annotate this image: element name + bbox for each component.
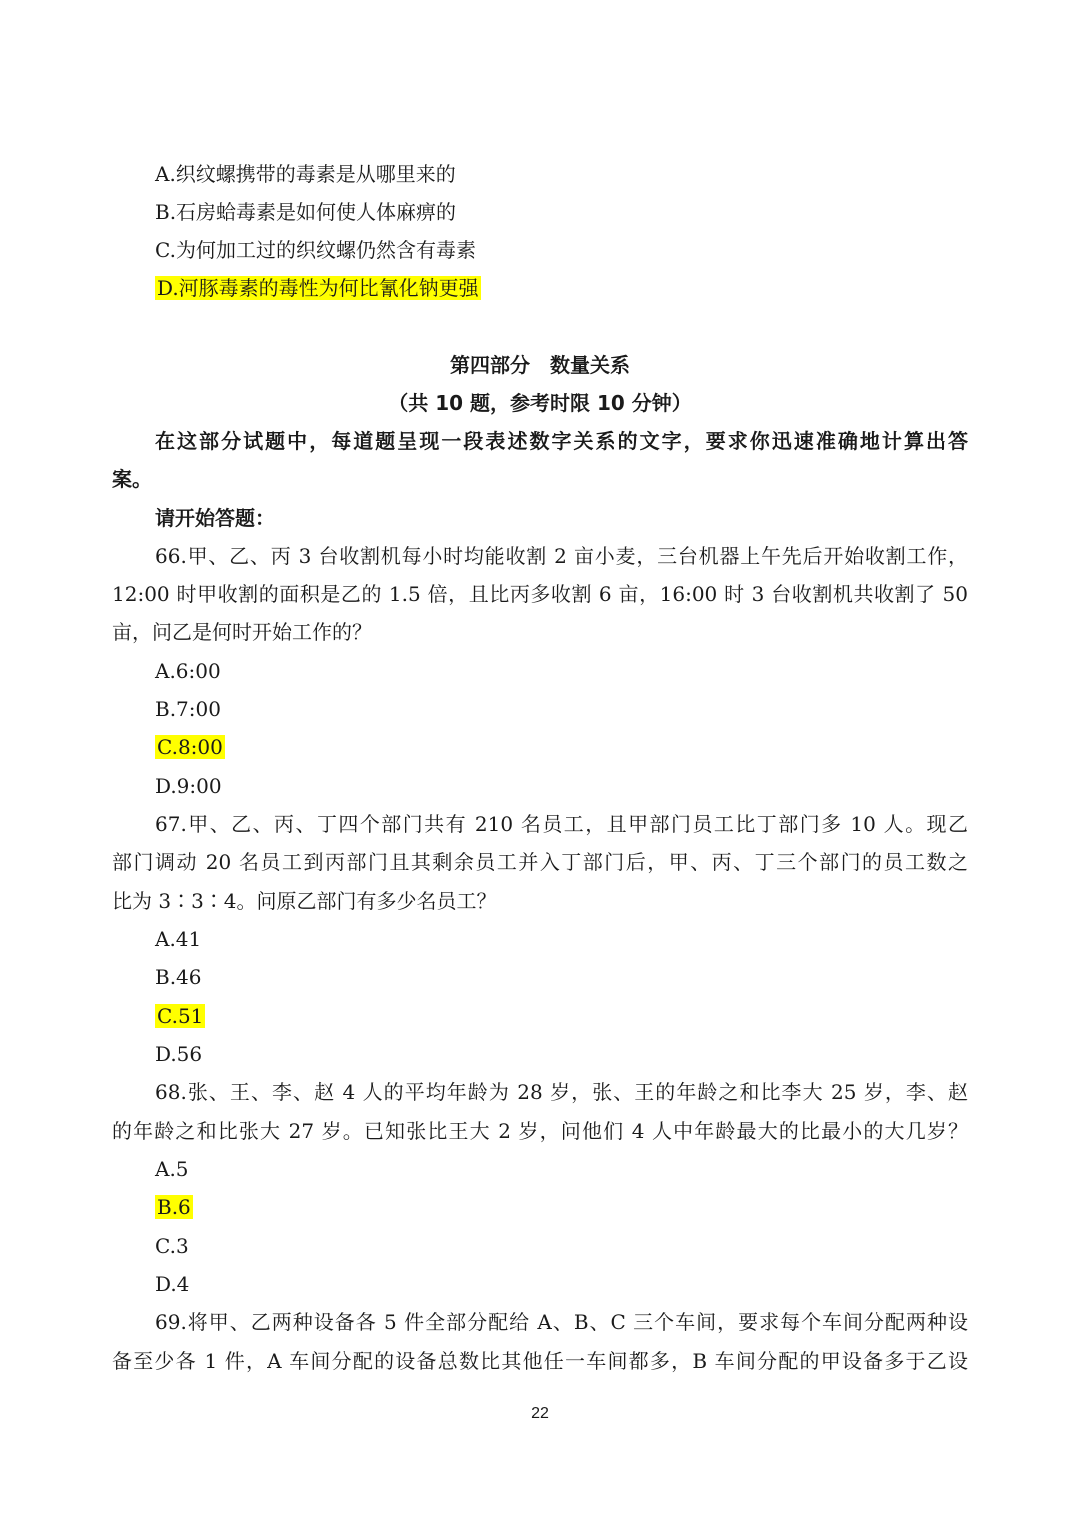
q66-option-c — [155, 728, 225, 766]
q67-option-a: A.41 — [155, 927, 202, 951]
q65-option-b: B.石房蛤毒素是如何使人体麻痹的 — [155, 200, 457, 224]
answer-highlight: C.51 — [157, 1004, 204, 1028]
q67-option-b: B.46 — [155, 965, 202, 989]
q65-option-c: C.为何加工过的织纹螺仍然含有毒素 — [155, 238, 476, 262]
answer-highlight: D.河豚毒素的毒性为何比氰化钠更强 — [157, 276, 479, 300]
q66-stem-line3: 亩，问乙是何时开始工作的？ — [112, 620, 372, 644]
page-number: 22 — [531, 1405, 549, 1422]
q66-stem-line1: 66.甲、乙、丙 3 台收割机每小时均能收割 2 亩小麦，三台机器上午先后开始收割工作， — [155, 544, 968, 568]
q65-option-d — [155, 269, 481, 307]
q68-stem-line1: 68.张、王、李、赵 4 人的平均年龄为 28 岁，张、王的年龄之和比李大 25 岁，李、赵 — [155, 1080, 968, 1104]
q66-option-d: D.9:00 — [155, 774, 222, 798]
q66-option-a: A.6:00 — [155, 659, 221, 683]
q67-stem-line1: 67.甲、乙、丙、丁四个部门共有 210 名员工，且甲部门员工比丁部门多 10 人。现乙 — [155, 812, 968, 836]
q66-option-b: B.7:00 — [155, 697, 221, 721]
q67-stem-line3: 比为 3∶3∶4。问原乙部门有多少名员工？ — [112, 889, 497, 913]
q67-stem-line2: 部门调动 20 名员工到丙部门且其剩余员工并入丁部门后，甲、丙、丁三个部门的员工数之 — [112, 850, 968, 874]
q68-option-a: A.5 — [155, 1157, 189, 1181]
q67-option-c — [155, 997, 205, 1035]
section-subtitle: （共 10 题，参考时限 10 分钟） — [388, 391, 692, 415]
section-title: 第四部分 数量关系 — [450, 353, 630, 377]
q69-stem-line2: 备至少各 1 件，A 车间分配的设备总数比其他任一车间都多，B 车间分配的甲设备多于乙设 — [112, 1349, 968, 1373]
q65-option-a: A.织纹螺携带的毒素是从哪里来的 — [155, 162, 456, 186]
q68-option-c: C.3 — [155, 1234, 189, 1258]
q66-stem-line2: 12:00 时甲收割的面积是乙的 1.5 倍，且比丙多收割 6 亩，16:00 时 3 台收割机共收割了 50 — [112, 582, 968, 606]
q69-stem-line1: 69.将甲、乙两种设备各 5 件全部分配给 A、B、C 三个车间，要求每个车间分配两种设 — [155, 1310, 968, 1334]
q68-stem-line2: 的年龄之和比张大 27 岁。已知张比王大 2 岁，问他们 4 人中年龄最大的比最小的大几岁？ — [112, 1119, 968, 1143]
answer-highlight: B.6 — [157, 1195, 191, 1219]
q68-option-b — [155, 1188, 193, 1226]
answer-highlight: C.8:00 — [157, 735, 223, 759]
section-instruction-line2: 案。 — [112, 467, 152, 491]
start-prompt: 请开始答题： — [155, 506, 275, 530]
q68-option-d: D.4 — [155, 1272, 190, 1296]
q67-option-d: D.56 — [155, 1042, 203, 1066]
section-instruction-line1: 在这部分试题中，每道题呈现一段表述数字关系的文字，要求你迅速准确地计算出答 — [155, 429, 968, 453]
